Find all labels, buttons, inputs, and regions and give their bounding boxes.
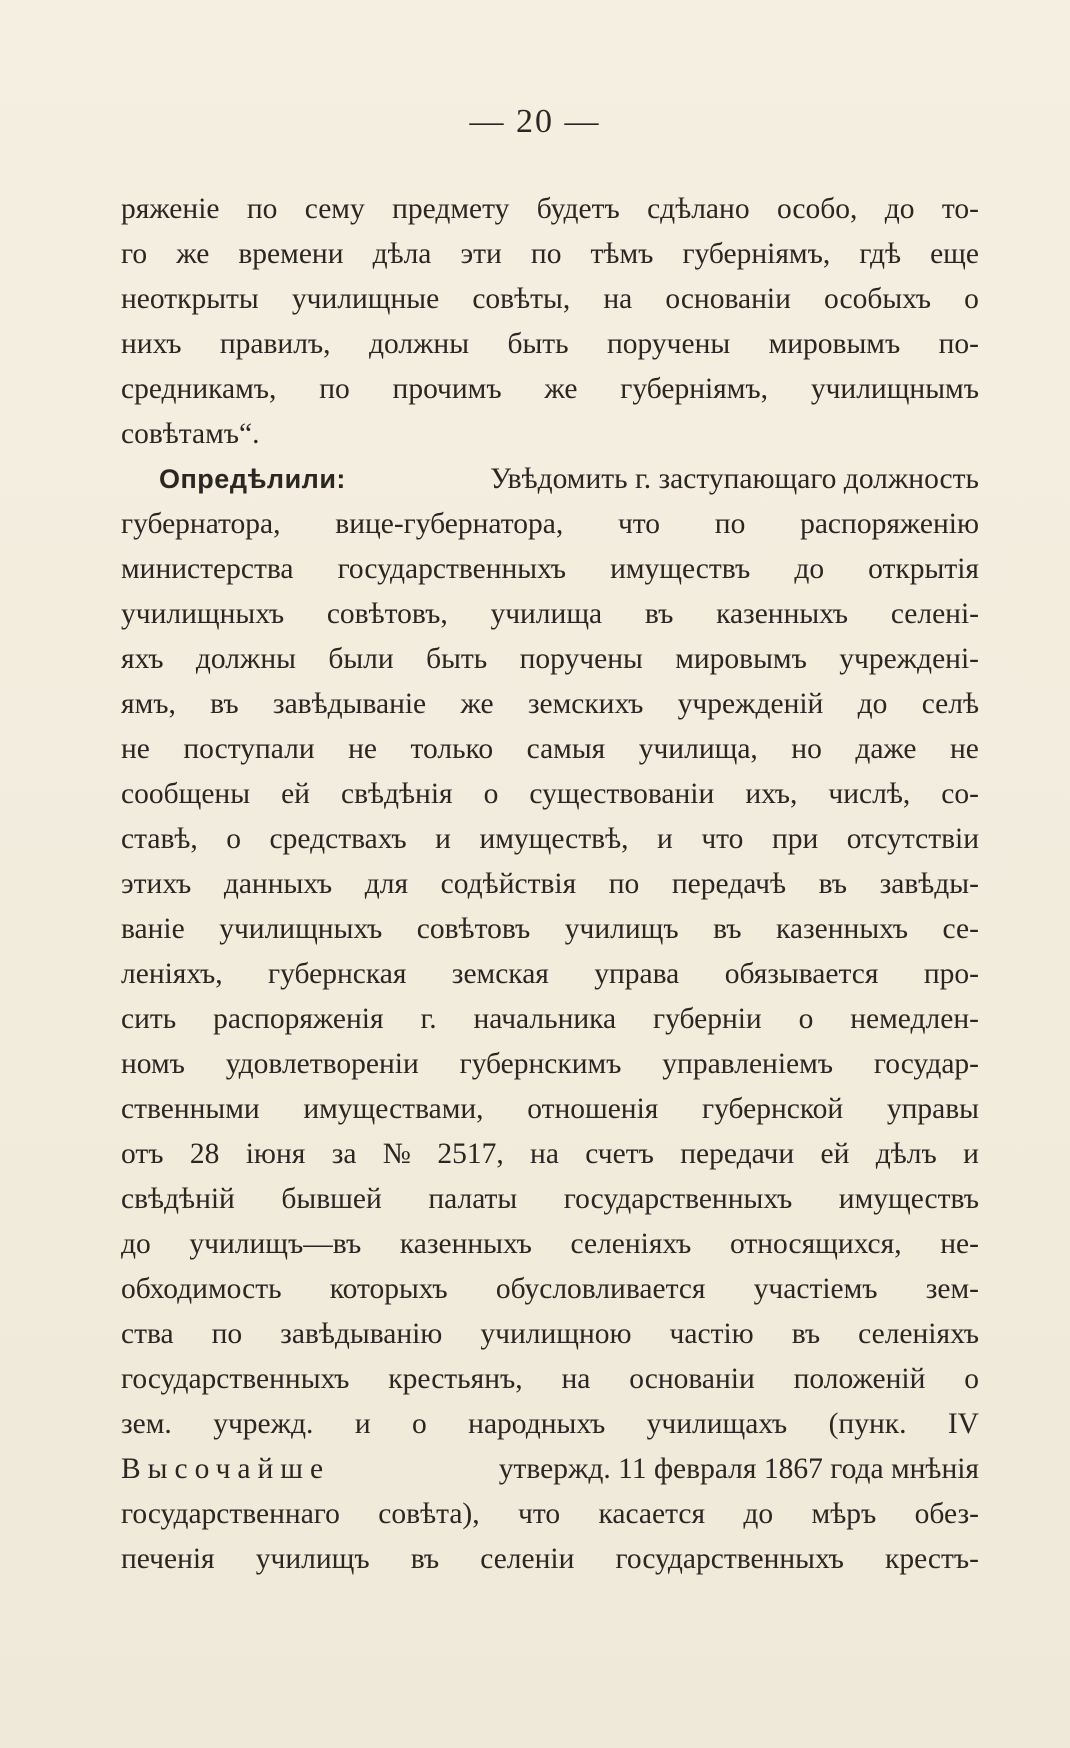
- word: же: [176, 238, 210, 270]
- word: яхъ: [121, 643, 164, 675]
- word: губерніямъ,: [620, 373, 769, 405]
- word: поступали: [183, 733, 315, 765]
- word: государ-: [873, 1048, 979, 1080]
- word: завѣдываніе: [272, 688, 427, 720]
- text-line: [121, 727, 979, 772]
- word: дѣлъ: [875, 1138, 937, 1170]
- word: были: [328, 643, 394, 675]
- word: училищныхъ: [219, 913, 383, 945]
- word: на: [530, 1138, 559, 1170]
- word: со-: [941, 778, 979, 810]
- word: управленіемъ: [662, 1048, 834, 1080]
- word: въ: [210, 688, 239, 720]
- word: распоряженія: [213, 1003, 384, 1035]
- word: ваніе: [121, 913, 185, 945]
- word: завѣдыванію: [280, 1318, 443, 1350]
- word: губернская: [268, 958, 407, 990]
- word: на: [561, 1363, 591, 1395]
- word: основаніи: [665, 283, 791, 315]
- word: селені-: [890, 598, 979, 630]
- word: передачѣ: [671, 868, 786, 900]
- text-line: [121, 592, 979, 637]
- word: училищные: [291, 283, 440, 315]
- word: 2517,: [437, 1138, 504, 1170]
- word: и: [435, 823, 451, 855]
- word: учрежденій: [677, 688, 824, 720]
- word: не-: [940, 1228, 979, 1260]
- word: но: [791, 733, 822, 765]
- word: свѣдѣній: [121, 1183, 235, 1215]
- word: имуществъ: [838, 1183, 979, 1215]
- word: удовлетвореніи: [225, 1048, 419, 1080]
- text-line: [121, 1492, 979, 1537]
- text-line: [121, 277, 979, 322]
- text-line: [121, 547, 979, 592]
- text-line: [121, 367, 979, 412]
- word: касается: [598, 1498, 706, 1530]
- word: же: [460, 688, 494, 720]
- word: правилъ,: [219, 328, 331, 360]
- word: времени: [238, 238, 344, 270]
- text-line: [121, 1132, 979, 1177]
- word: училища: [490, 598, 603, 630]
- word: леніяхъ,: [121, 958, 223, 990]
- word: о: [964, 283, 979, 315]
- word: будетъ: [536, 193, 620, 225]
- word: не: [348, 733, 378, 765]
- word: селеніяхъ: [570, 1228, 692, 1260]
- resolution-first-line: [121, 457, 979, 502]
- text-line: [121, 187, 979, 232]
- word: отношенія: [527, 1093, 659, 1125]
- word: казенныхъ: [776, 913, 909, 945]
- word: казенныхъ: [716, 598, 849, 630]
- spaced-line-rest: утвержд. 11 февраля 1867 года мнѣнія: [498, 1453, 979, 1485]
- word: то-: [941, 193, 979, 225]
- word: и: [657, 823, 673, 855]
- word: поручены: [607, 328, 731, 360]
- word: свѣдѣнія: [340, 778, 453, 810]
- word: еще: [930, 238, 979, 270]
- word: учреждені-: [839, 643, 979, 675]
- word: государственныхъ: [615, 1543, 844, 1575]
- word: о: [226, 823, 242, 855]
- word: самыя: [526, 733, 606, 765]
- word: крестъ-: [884, 1543, 979, 1575]
- word: прочимъ: [392, 373, 502, 405]
- word: ямъ,: [121, 688, 176, 720]
- word: въ: [791, 1318, 821, 1350]
- word: сему: [304, 193, 365, 225]
- word: для: [364, 868, 409, 900]
- word: мѣръ: [811, 1498, 877, 1530]
- word: училища,: [638, 733, 758, 765]
- word: мировымъ: [675, 643, 807, 675]
- word: №: [382, 1138, 411, 1170]
- resolution-lead: Опредѣлили:: [159, 464, 346, 494]
- text-line: [121, 772, 979, 817]
- word: училищъ: [255, 1543, 370, 1575]
- word: государственныхъ: [121, 1363, 350, 1395]
- word: обусловливается: [495, 1273, 706, 1305]
- word: что: [617, 508, 661, 540]
- word: не: [950, 733, 979, 765]
- word: (пунк.: [828, 1408, 907, 1440]
- word: имуществѣ,: [479, 823, 629, 855]
- word: поручены: [519, 643, 643, 675]
- word: до: [884, 193, 915, 225]
- text-line: [121, 952, 979, 997]
- word: до: [857, 688, 888, 720]
- word: тѣмъ: [590, 238, 654, 270]
- word: только: [410, 733, 494, 765]
- word: зем-: [925, 1273, 979, 1305]
- word: совѣтамъ“.: [121, 418, 260, 450]
- word: ственными: [121, 1093, 260, 1125]
- word: данныхъ: [223, 868, 333, 900]
- word: государственныхъ: [337, 553, 566, 585]
- word: же: [544, 373, 578, 405]
- word: распоряженію: [800, 508, 979, 540]
- word: ряженіе: [121, 193, 220, 225]
- word: по: [608, 868, 640, 900]
- word: ихъ,: [745, 778, 798, 810]
- word: которыхъ: [329, 1273, 448, 1305]
- word: средствахъ: [269, 823, 407, 855]
- word: участіемъ: [753, 1273, 878, 1305]
- word: въ: [818, 868, 848, 900]
- spaced-word: Высочайше: [121, 1453, 331, 1485]
- word: должны: [195, 643, 296, 675]
- word: быть: [426, 643, 488, 675]
- text-line: [121, 1402, 979, 1447]
- word: нихъ: [121, 328, 182, 360]
- word: училищнымъ: [810, 373, 979, 405]
- text-line: [121, 1177, 979, 1222]
- body-text: [121, 187, 979, 1582]
- word: средникамъ,: [121, 373, 277, 405]
- word: мировымъ: [768, 328, 901, 360]
- text-line: [121, 232, 979, 277]
- word: по: [530, 238, 562, 270]
- word: селеніяхъ: [858, 1318, 979, 1350]
- word: IV: [947, 1408, 979, 1440]
- word: о: [483, 778, 499, 810]
- word: го: [121, 238, 148, 270]
- word: губернской: [702, 1093, 844, 1125]
- word: въ: [410, 1543, 440, 1575]
- word: на: [603, 283, 633, 315]
- word: государственныхъ: [563, 1183, 793, 1215]
- text-line: [121, 502, 979, 547]
- text-line: [121, 322, 979, 367]
- word: предмету: [392, 193, 510, 225]
- word: немедлен-: [850, 1003, 979, 1035]
- text-line: [121, 1267, 979, 1312]
- word: о: [412, 1408, 427, 1440]
- text-line: [121, 907, 979, 952]
- word: въ: [713, 913, 742, 945]
- text-line: [121, 1222, 979, 1267]
- word: неоткрыты: [121, 283, 259, 315]
- word: за: [331, 1138, 357, 1170]
- word: совѣтовъ,: [326, 598, 448, 630]
- word: эти: [460, 238, 502, 270]
- word: передачи: [680, 1138, 795, 1170]
- word: земская: [451, 958, 549, 990]
- word: училищныхъ: [121, 598, 285, 630]
- word: ей: [820, 1138, 850, 1170]
- resolution-first-rest: Увѣдомить г. заступающаго должность: [490, 463, 979, 495]
- word: счетъ: [585, 1138, 654, 1170]
- word: совѣта),: [378, 1498, 480, 1530]
- word: се-: [942, 913, 979, 945]
- word: положеній: [793, 1363, 926, 1395]
- word: совѣты,: [472, 283, 571, 315]
- word: частію: [669, 1318, 754, 1350]
- word: управы: [886, 1093, 979, 1125]
- text-line: [121, 1357, 979, 1402]
- text-line: [121, 862, 979, 907]
- word: по: [714, 508, 746, 540]
- word: до: [794, 553, 825, 585]
- word: бывшей: [281, 1183, 382, 1215]
- word: училищъ—въ: [189, 1228, 362, 1260]
- word: отъ: [121, 1138, 164, 1170]
- text-line: [121, 1537, 979, 1582]
- word: основаніи: [629, 1363, 755, 1395]
- word: обходимость: [121, 1273, 282, 1305]
- word: по: [246, 193, 278, 225]
- page-number: — 20 —: [469, 103, 601, 140]
- text-line: [121, 1087, 979, 1132]
- word: и: [963, 1138, 979, 1170]
- word: содѣйствія: [440, 868, 577, 900]
- word: дѣла: [372, 238, 432, 270]
- word: номъ: [121, 1048, 185, 1080]
- word: особо,: [776, 193, 858, 225]
- word: губерніи: [653, 1003, 762, 1035]
- word: министерства: [121, 553, 294, 585]
- word: сообщены: [121, 778, 251, 810]
- word: до: [121, 1228, 151, 1260]
- word: о: [798, 1003, 814, 1035]
- word: училищъ: [564, 913, 679, 945]
- word: сдѣлано: [647, 193, 750, 225]
- word: относящихся,: [729, 1228, 902, 1260]
- word: о: [964, 1363, 979, 1395]
- word: завѣды-: [879, 868, 979, 900]
- word: обязывается: [724, 958, 879, 990]
- word: должны: [368, 328, 470, 360]
- word: губернатора,: [121, 508, 281, 540]
- word: іюня: [245, 1138, 306, 1170]
- word: обез-: [914, 1498, 979, 1530]
- word: про-: [923, 958, 979, 990]
- word: казенныхъ: [399, 1228, 532, 1260]
- word: по-: [938, 328, 979, 360]
- word: быть: [507, 328, 569, 360]
- text-line: [121, 997, 979, 1042]
- word: до: [743, 1498, 774, 1530]
- text-line: [121, 1042, 979, 1087]
- word: народныхъ: [468, 1408, 606, 1440]
- word: ставѣ,: [121, 823, 198, 855]
- word: числѣ,: [828, 778, 911, 810]
- word: ей: [281, 778, 310, 810]
- text-line: [121, 1312, 979, 1357]
- word: палаты: [428, 1183, 518, 1215]
- word: вице-губернатора,: [335, 508, 564, 540]
- text-line: [121, 682, 979, 727]
- word: и: [354, 1408, 371, 1440]
- word: по: [211, 1318, 243, 1350]
- word: особыхъ: [824, 283, 932, 315]
- text-line: [121, 637, 979, 682]
- word: государственнаго: [121, 1498, 340, 1530]
- word: не: [121, 733, 150, 765]
- word: ства: [121, 1318, 174, 1350]
- word: г.: [420, 1003, 437, 1035]
- word: въ: [644, 598, 674, 630]
- word: имуществами,: [303, 1093, 484, 1125]
- word: губернскимъ: [459, 1048, 622, 1080]
- word: что: [518, 1498, 561, 1530]
- word: учрежд.: [213, 1408, 314, 1440]
- word: имуществъ: [610, 553, 751, 585]
- word: сить: [121, 1003, 177, 1035]
- word: училищною: [480, 1318, 632, 1350]
- word: этихъ: [121, 868, 192, 900]
- word: печенія: [121, 1543, 215, 1575]
- text-line: [121, 817, 979, 862]
- word: открытія: [868, 553, 979, 585]
- word: зем.: [121, 1408, 172, 1440]
- text-line: [121, 412, 979, 457]
- word: даже: [855, 733, 917, 765]
- word: крестьянъ,: [388, 1363, 523, 1395]
- word: управа: [594, 958, 680, 990]
- word: селѣ: [921, 688, 979, 720]
- word: совѣтовъ: [416, 913, 531, 945]
- word: губерніямъ,: [682, 238, 831, 270]
- word: отсутствіи: [846, 823, 979, 855]
- word: селеніи: [480, 1543, 575, 1575]
- word: училищахъ: [646, 1408, 788, 1440]
- word: по: [319, 373, 350, 405]
- word: начальника: [473, 1003, 617, 1035]
- spaced-line: [121, 1447, 979, 1492]
- word: 28: [189, 1138, 220, 1170]
- word: земскихъ: [527, 688, 644, 720]
- word: гдѣ: [859, 238, 901, 270]
- word: при: [771, 823, 819, 855]
- word: что: [701, 823, 744, 855]
- word: существованіи: [529, 778, 715, 810]
